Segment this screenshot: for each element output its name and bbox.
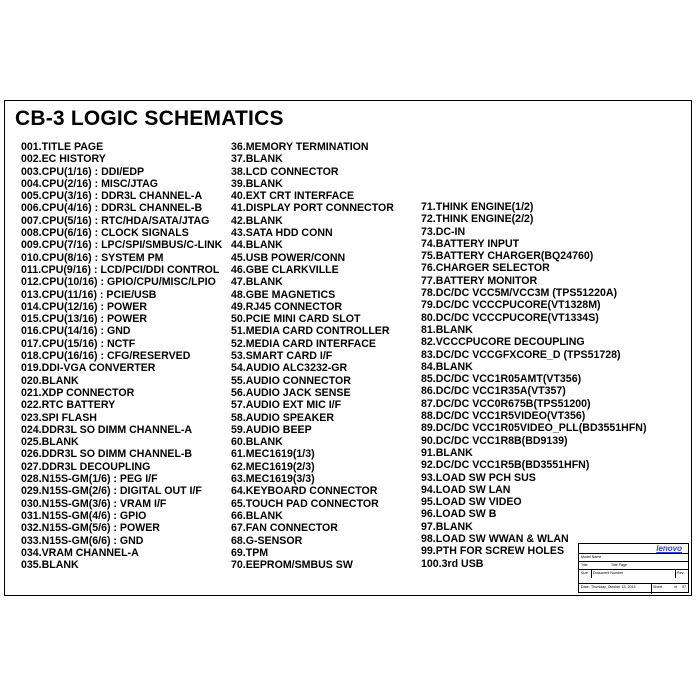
index-entry: 70.EEPROM/SMBUS SW xyxy=(231,559,353,572)
title-block-title-label: Title xyxy=(581,563,588,567)
index-entry: 025.BLANK xyxy=(21,436,79,449)
index-entry: 019.DDI-VGA CONVERTER xyxy=(21,362,156,375)
index-entry: 58.AUDIO SPEAKER xyxy=(231,411,335,424)
index-entry: 74.BATTERY INPUT xyxy=(421,237,520,250)
index-entry: 003.CPU(1/16) : DDI/EDP xyxy=(21,165,145,178)
title-block-divider xyxy=(651,584,652,594)
title-block-date-label: Date: xyxy=(581,585,590,589)
index-entry: 62.MEC1619(2/3) xyxy=(231,460,315,473)
index-entry: 46.GBE CLARKVILLE xyxy=(231,263,339,276)
index-entry: 72.THINK ENGINE(2/2) xyxy=(421,213,534,226)
index-entry: 032.N15S-GM(5/6) : POWER xyxy=(21,522,160,535)
index-entry: 37.BLANK xyxy=(231,153,283,166)
index-entry: 69.TPM xyxy=(231,546,269,559)
index-entry: 40.EXT CRT INTERFACE xyxy=(231,190,355,203)
index-entry: 36.MEMORY TERMINATION xyxy=(231,141,369,153)
index-entry: 71.THINK ENGINE(1/2) xyxy=(421,201,534,213)
index-entry: 51.MEDIA CARD CONTROLLER xyxy=(231,325,390,338)
title-block-rev-label: Rev xyxy=(677,571,684,575)
index-entry: 027.DDR3L DECOUPLING xyxy=(21,460,151,473)
index-entry: 94.LOAD SW LAN xyxy=(421,483,511,496)
title-block-date-value: Thursday, October 15, 2015 xyxy=(591,585,636,589)
index-entry: 010.CPU(8/16) : SYSTEM PM xyxy=(21,251,164,264)
index-entry: 77.BATTERY MONITOR xyxy=(421,274,538,287)
index-entry: 66.BLANK xyxy=(231,509,283,522)
index-entry: 98.LOAD SW WWAN & WLAN xyxy=(421,533,569,546)
index-entry: 002.EC HISTORY xyxy=(21,153,106,166)
index-entry: 47.BLANK xyxy=(231,276,283,289)
index-entry: 38.LCD CONNECTOR xyxy=(231,165,339,178)
index-entry: 79.DC/DC VCCCPUCORE(VT1328M) xyxy=(421,299,601,312)
index-entry: 83.DC/DC VCCGFXCORE_D (TPS51728) xyxy=(421,348,621,361)
index-entry: 88.DC/DC VCC1R5VIDEO(VT356) xyxy=(421,410,586,423)
index-entry: 034.VRAM CHANNEL-A xyxy=(21,546,139,559)
title-block-docnum-label: Document Number xyxy=(593,571,624,575)
index-entry: 44.BLANK xyxy=(231,239,283,252)
title-block-divider xyxy=(675,570,676,578)
index-entry: 43.SATA HDD CONN xyxy=(231,227,333,240)
index-entry: 92.DC/DC VCC1R5B(BD3551HFN) xyxy=(421,459,590,472)
title-block-total-sheets: 97 xyxy=(682,585,686,589)
index-entry: 99.PTH FOR SCREW HOLES xyxy=(421,545,565,558)
index-entry: 68.G-SENSOR xyxy=(231,534,303,547)
index-entry: 011.CPU(9/16) : LCD/PCI/DDI CONTROL xyxy=(21,263,220,276)
index-entry: 006.CPU(4/16) : DDR3L CHANNEL-B xyxy=(21,202,203,215)
index-entry: 64.KEYBOARD CONNECTOR xyxy=(231,485,378,498)
index-entry: 48.GBE MAGNETICS xyxy=(231,288,336,301)
index-entry: 84.BLANK xyxy=(421,360,473,373)
document-title: CB-3 LOGIC SCHEMATICS xyxy=(15,107,284,130)
index-entry: 49.RJ45 CONNECTOR xyxy=(231,300,343,313)
title-block-size-label: Size xyxy=(581,571,588,575)
index-entry: 029.N15S-GM(2/6) : DIGITAL OUT I/F xyxy=(21,485,202,498)
index-entry: 63.MEC1619(3/3) xyxy=(231,473,315,486)
index-entry: 52.MEDIA CARD INTERFACE xyxy=(231,337,376,350)
index-entry: 60.BLANK xyxy=(231,436,283,449)
index-entry: 75.BATTERY CHARGER(BQ24760) xyxy=(421,250,594,263)
title-block-model-label: Model Name xyxy=(581,555,602,559)
index-entry: 017.CPU(15/16) : NCTF xyxy=(21,337,136,350)
index-entry: 86.DC/DC VCC1R35A(VT357) xyxy=(421,385,566,398)
index-entry: 015.CPU(13/16) : POWER xyxy=(21,313,147,326)
index-entry: 018.CPU(16/16) : CFG/RESERVED xyxy=(21,350,191,363)
index-entry: 004.CPU(2/16) : MISC/JTAG xyxy=(21,177,158,190)
index-entry: 61.MEC1619(1/3) xyxy=(231,448,315,461)
index-entry: 50.PCIE MINI CARD SLOT xyxy=(231,313,361,326)
title-block-row-date xyxy=(579,583,688,594)
index-column-2 xyxy=(231,141,394,571)
index-entry: 56.AUDIO JACK SENSE xyxy=(231,386,351,399)
index-column-1 xyxy=(21,141,222,571)
title-block-title-value: Title Page xyxy=(611,563,628,567)
index-entry: 87.DC/DC VCC0R675B(TPS51200) xyxy=(421,397,591,410)
index-entry: 97.BLANK xyxy=(421,520,473,533)
index-entry: 54.AUDIO ALC3232-GR xyxy=(231,362,348,375)
index-entry: 41.DISPLAY PORT CONNECTOR xyxy=(231,202,394,215)
index-entry: 81.BLANK xyxy=(421,323,473,336)
index-entry: 009.CPU(7/16) : LPC/SPI/SMBUS/C-LINK xyxy=(21,239,223,252)
index-entry: 65.TOUCH PAD CONNECTOR xyxy=(231,497,379,510)
index-entry: 024.DDR3L SO DIMM CHANNEL-A xyxy=(21,423,193,436)
index-entry: 023.SPI FLASH xyxy=(21,411,97,424)
index-entry: 007.CPU(5/16) : RTC/HDA/SATA/JTAG xyxy=(21,214,210,227)
index-entry: 39.BLANK xyxy=(231,177,283,190)
index-entry: 013.CPU(11/16) : PCIE/USB xyxy=(21,288,157,301)
index-entry: 005.CPU(3/16) : DDR3L CHANNEL-A xyxy=(21,190,203,203)
index-entry: 93.LOAD SW PCH SUS xyxy=(421,471,536,484)
index-entry: 55.AUDIO CONNECTOR xyxy=(231,374,351,387)
title-block-of-label: of xyxy=(674,585,677,589)
index-entry: 100.3rd USB xyxy=(421,557,484,570)
index-entry: 021.XDP CONNECTOR xyxy=(21,386,135,399)
index-entry: 012.CPU(10/16) : GPIO/CPU/MISC/LPIO xyxy=(21,276,216,289)
title-block xyxy=(578,543,689,593)
index-entry: 016.CPU(14/16) : GND xyxy=(21,325,131,338)
index-entry: 73.DC-IN xyxy=(421,225,466,238)
index-entry: 014.CPU(12/16) : POWER xyxy=(21,300,147,313)
schematic-sheet xyxy=(4,100,692,596)
title-block-sheet-label: Sheet xyxy=(653,585,663,589)
index-entry: 026.DDR3L SO DIMM CHANNEL-B xyxy=(21,448,193,461)
title-block-row-size xyxy=(579,569,688,578)
index-entry: 95.LOAD SW VIDEO xyxy=(421,496,522,509)
index-entry: 022.RTC BATTERY xyxy=(21,399,116,412)
index-entry: 035.BLANK xyxy=(21,559,79,572)
index-entry: 80.DC/DC VCCCPUCORE(VT1334S) xyxy=(421,311,599,324)
index-entry: 53.SMART CARD I/F xyxy=(231,350,333,363)
index-entry: 001.TITLE PAGE xyxy=(21,141,104,153)
index-entry: 030.N15S-GM(3/6) : VRAM I/F xyxy=(21,497,167,510)
title-block-divider xyxy=(591,570,592,578)
index-entry: 020.BLANK xyxy=(21,374,79,387)
index-entry: 82.VCCCPUCORE DECOUPLING xyxy=(421,336,585,349)
index-entry: 033.N15S-GM(6/6) : GND xyxy=(21,534,144,547)
index-entry: 008.CPU(6/16) : CLOCK SIGNALS xyxy=(21,227,189,240)
index-entry: 96.LOAD SW B xyxy=(421,508,497,521)
index-entry: 67.FAN CONNECTOR xyxy=(231,522,338,535)
index-entry: 89.DC/DC VCC1R05VIDEO_PLL(BD3551HFN) xyxy=(421,422,647,435)
index-column-3 xyxy=(421,201,646,570)
index-entry: 91.BLANK xyxy=(421,446,473,459)
index-entry: 028.N15S-GM(1/6) : PEG I/F xyxy=(21,473,158,486)
index-entry: 85.DC/DC VCC1R05AMT(VT356) xyxy=(421,373,582,386)
index-entry: 45.USB POWER/CONN xyxy=(231,251,346,264)
index-entry: 59.AUDIO BEEP xyxy=(231,423,312,436)
index-entry: 76.CHARGER SELECTOR xyxy=(421,262,550,275)
index-entry: 90.DC/DC VCC1R8B(BD9139) xyxy=(421,434,568,447)
index-entry: 57.AUDIO EXT MIC I/F xyxy=(231,399,342,412)
lenovo-logo: lenovo xyxy=(656,544,682,553)
index-entry: 78.DC/DC VCC5M/VCC3M (TPS51220A) xyxy=(421,287,618,300)
index-entry: 42.BLANK xyxy=(231,214,283,227)
index-entry: 031.N15S-GM(4/6) : GPIO xyxy=(21,509,147,522)
